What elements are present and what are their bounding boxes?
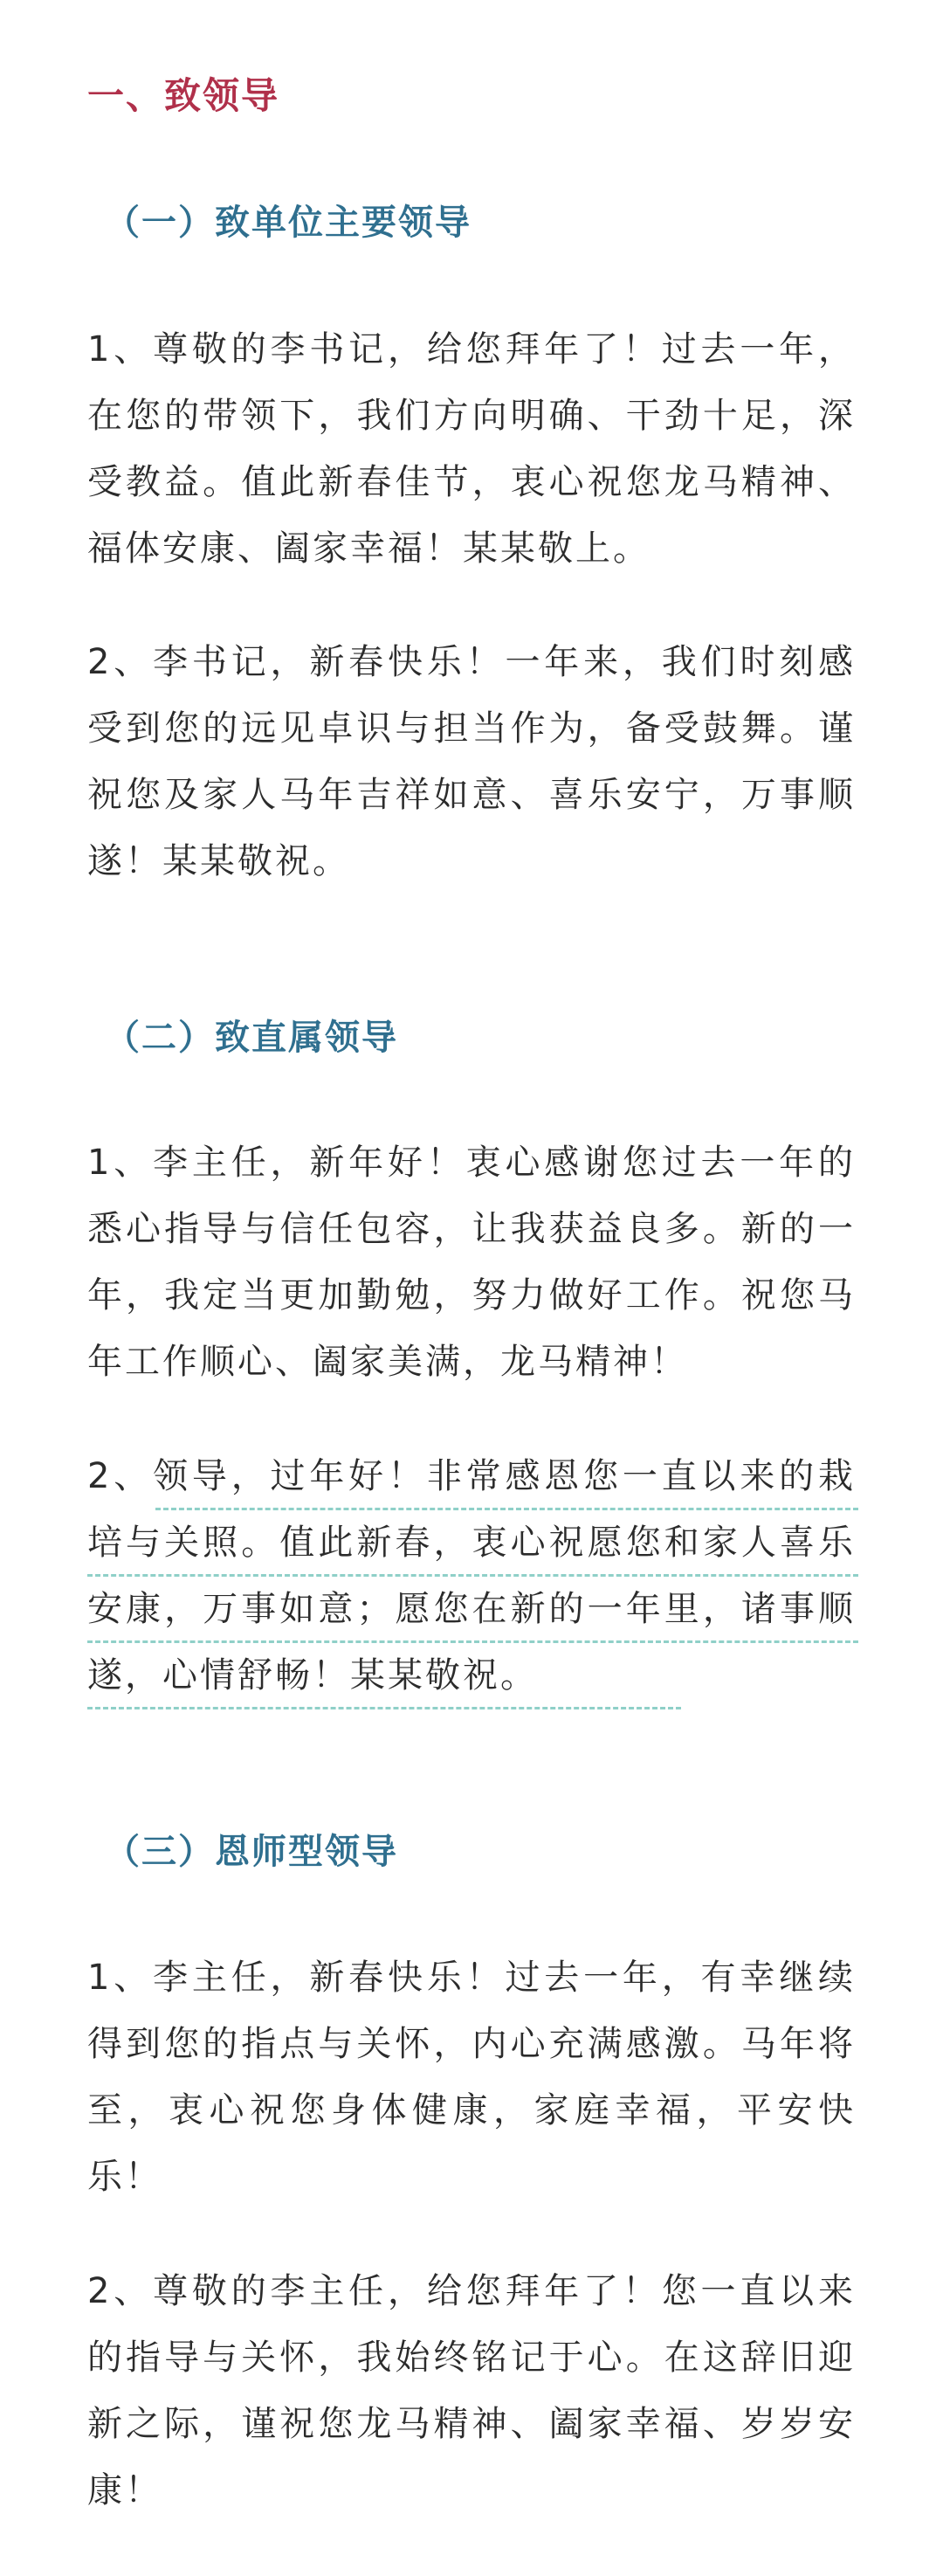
dashed-underline (87, 1640, 858, 1643)
paragraph-3-2: 2、尊敬的李主任，给您拜年了！您一直以来的指导与关怀，我始终铭记于心。在这辞旧迎新之际，谨祝您龙马精神、阖家幸福、岁岁安康！ (87, 2271, 856, 2510)
paragraph-1-1: 1、尊敬的李书记，给您拜年了！过去一年，在您的带领下，我们方向明确、干劲十足，深受教益。值此新春佳节，衷心祝您龙马精神、福体安康、阖家幸福！某某敬上。 (87, 329, 856, 569)
paragraph-2-2: 2、领导，过年好！非常感恩您一直以来的栽培与关照。值此新春，衷心祝愿您和家人喜乐安康，万事如意；愿您在新的一年里，诸事顺遂，心情舒畅！某某敬祝。 (87, 1456, 856, 1695)
subsection-heading-3: （三）恩师型领导 (105, 1832, 398, 1872)
dashed-underline (155, 1508, 858, 1510)
dashed-underline (87, 1707, 681, 1709)
paragraph-3-1: 1、李主任，新春快乐！过去一年，有幸继续得到您的指点与关怀，内心充满感激。马年将至，衷心祝您身体健康，家庭幸福，平安快乐！ (87, 1958, 856, 2197)
paragraph-1-2: 2、李书记，新春快乐！一年来，我们时刻感受到您的远见卓识与担当作为，备受鼓舞。谨祝您及家人马年吉祥如意、喜乐安宁，万事顺遂！某某敬祝。 (87, 642, 856, 881)
subsection-heading-2: （二）致直属领导 (105, 1018, 398, 1058)
section-title: 一、致领导 (87, 74, 280, 117)
subsection-heading-1: （一）致单位主要领导 (105, 203, 472, 243)
paragraph-2-1: 1、李主任，新年好！衷心感谢您过去一年的悉心指导与信任包容，让我获益良多。新的一年，我定当更加勤勉，努力做好工作。祝您马年工作顺心、阖家美满，龙马精神！ (87, 1143, 856, 1382)
dashed-underline (87, 1574, 858, 1577)
